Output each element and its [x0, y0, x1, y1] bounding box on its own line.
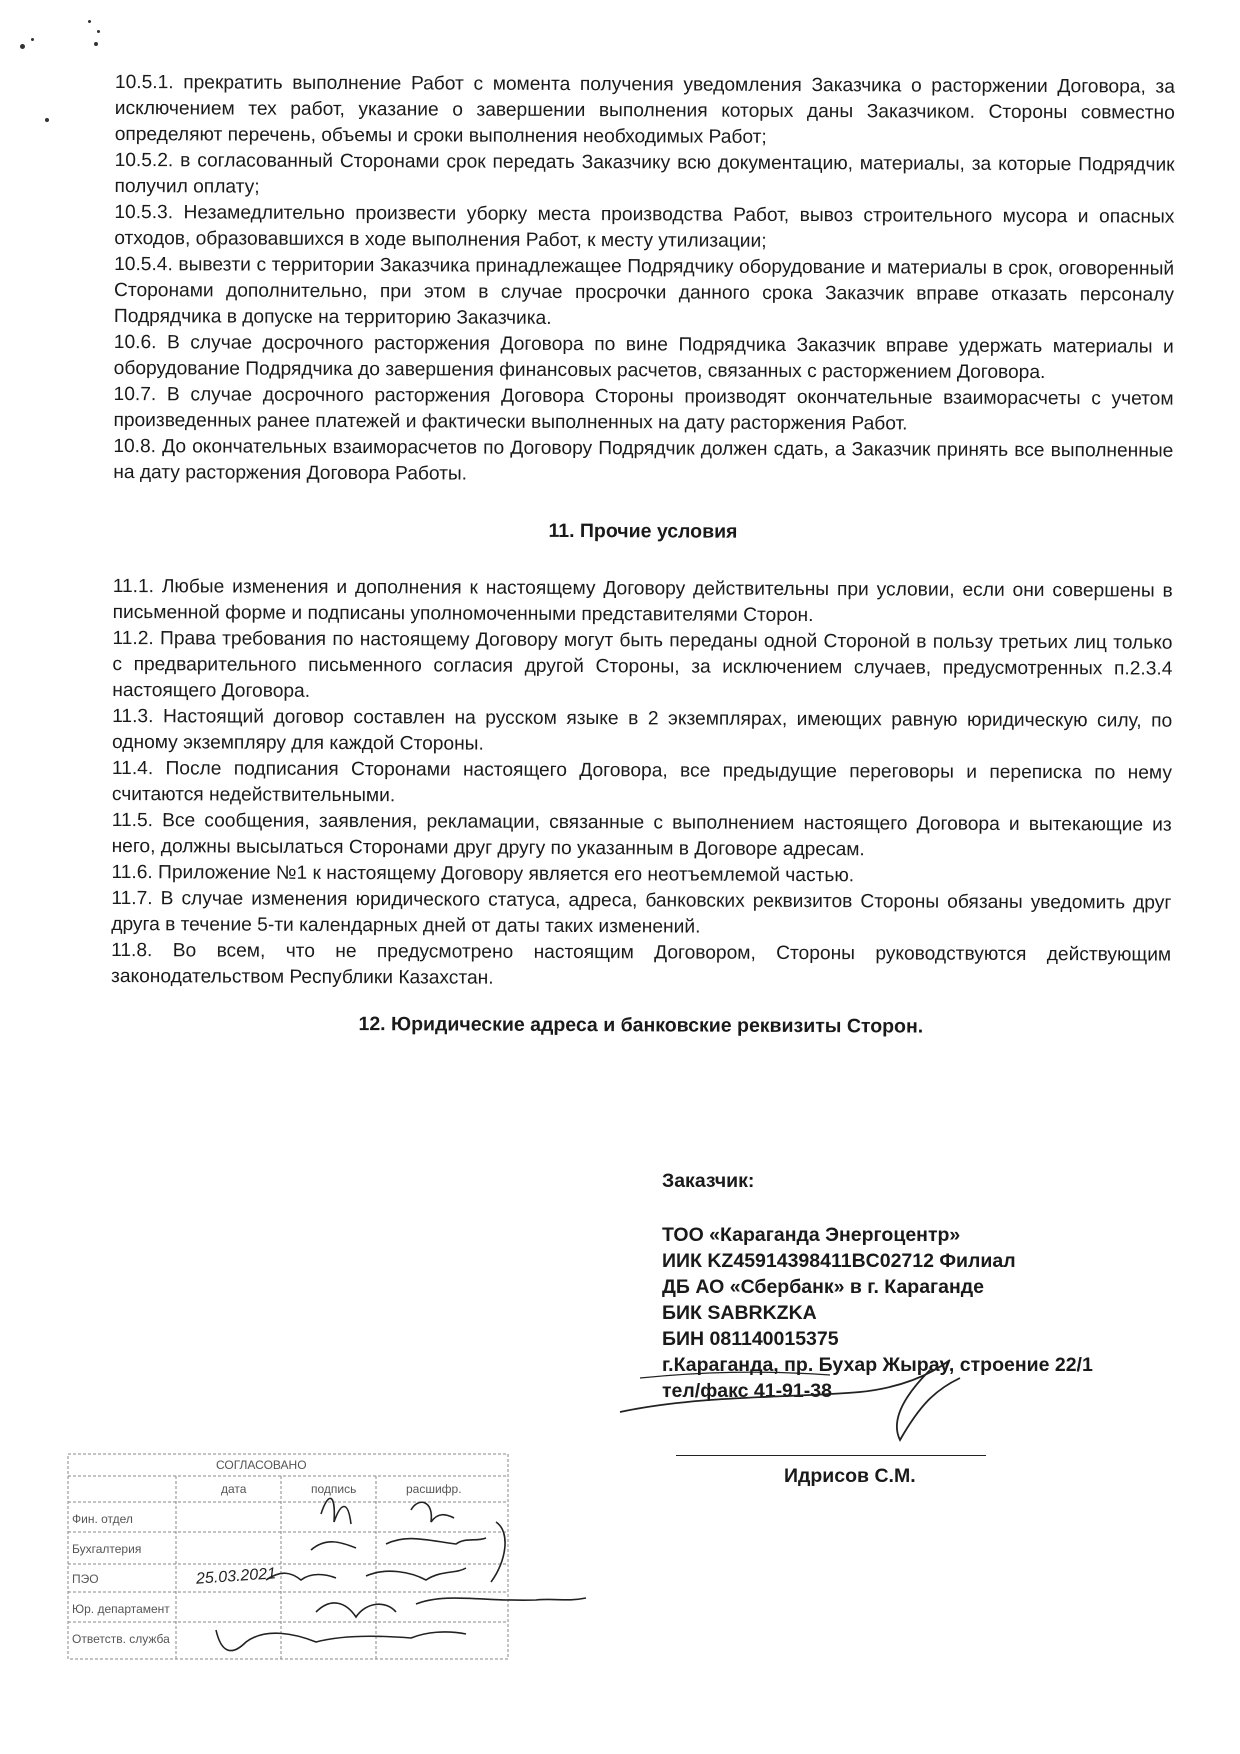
customer-company: ТОО «Караганда Энергоцентр»: [662, 1224, 961, 1246]
clause-10-5-1: 10.5.1. прекратить выполнение Работ с момента получения уведомления Заказчика о расторжении Договора, за исключением тех работ, указание о завершении выполнения которых даны Заказчиком. Стороны совместно определяют перечень, объемы и сроки выполнения необходимых Работ;: [114, 71, 1175, 148]
signer-name: Идрисов С.М.: [784, 1465, 916, 1487]
customer-iik: ИИК KZ45914398411BC02712 Филиал: [662, 1250, 1016, 1272]
stamp-date: 25.03.2021: [195, 1565, 277, 1588]
customer-bin: БИН 081140015375: [662, 1328, 839, 1350]
stamp-title: СОГЛАСОВАНО: [216, 1458, 307, 1472]
clause-10-6: 10.6. В случае досрочного расторжения Договора по вине Подрядчика Заказчик вправе удержать материалы и оборудование Подрядчика до завершения финансовых расчетов, связанных с расторжением Договора.: [113, 331, 1174, 384]
clause-11-8: 11.8. Во всем, что не предусмотрено настоящим Договором, Стороны руководствуются действующим законодательством Республики Казахстан.: [110, 939, 1172, 989]
customer-label: Заказчик:: [662, 1170, 755, 1192]
clause-11-3: 11.3. Настоящий договор составлен на русском языке в 2 экземплярах, имеющих равную юридическую силу, по одному экземпляру для каждой Стороны.: [112, 705, 1173, 755]
stamp-row-peo: ПЭО: [72, 1572, 99, 1586]
stamp-row-legal: Юр. департамент: [72, 1602, 170, 1616]
clause-10-7: 10.7. В случае досрочного расторжения Договора Стороны производят окончательные взаиморасчеты с учетом произведенных ранее платежей и фактически выполненных на дату расторжения Работ.: [113, 383, 1174, 435]
customer-address: г.Караганда, пр. Бухар Жырау, строение 22/1: [662, 1354, 1093, 1376]
section-12-title: 12. Юридические адреса и банковские реквизиты Сторон.: [358, 1013, 924, 1038]
customer-bank: ДБ АО «Сбербанк» в г. Караганде: [662, 1276, 985, 1298]
clause-11-5: 11.5. Все сообщения, заявления, рекламации, связанные с выполнением настоящего Договора и вытекающие из него, должны высылаться Сторонами друг другу по указанным в Договоре адресам.: [111, 809, 1172, 861]
customer-phone: тел/факс 41-91-38: [662, 1380, 832, 1402]
stamp-row-responsible: Ответств. служба: [72, 1632, 170, 1646]
stamp-col-name: расшифр.: [406, 1482, 462, 1496]
clause-11-1: 11.1. Любые изменения и дополнения к настоящему Договору действительны при условии, если они совершены в письменной форме и подписаны уполномоченными представителями Сторон.: [112, 575, 1173, 627]
clause-10-5-4: 10.5.4. вывезти с территории Заказчика принадлежащее Подрядчику оборудование и материалы в срок, оговоренный Сторонами дополнительно, при этом в случае просрочки данного срока Заказчик вправе отказать персоналу Подрядчика в допуске на территорию Заказчика.: [113, 253, 1175, 329]
clause-10-8: 10.8. До окончательных взаиморасчетов по Договору Подрядчик должен сдать, а Заказчик принять все выполненные на дату расторжения Договора Работы.: [113, 435, 1174, 485]
stamp-handwriting: [66, 1452, 626, 1664]
clause-11-7: 11.7. В случае изменения юридического статуса, адреса, банковских реквизитов Стороны обязаны уведомить друг друга в течение 5-ти календарных дней от даты таких изменений.: [111, 887, 1172, 938]
section-11-title: 11. Прочие условия: [548, 519, 738, 543]
customer-bik: БИК SABRKZKA: [662, 1302, 817, 1324]
signature-line: [676, 1455, 986, 1456]
stamp-col-date: дата: [221, 1482, 247, 1496]
stamp-row-accounting: Бухгалтерия: [72, 1542, 142, 1556]
clause-11-2: 11.2. Права требования по настоящему Договору могут быть переданы одной Стороной в пользу третьих лиц только с предварительного письменного согласия другой Стороны, за исключением случаев, предусмотренных п.2.3.4 настоящего Договора.: [112, 627, 1173, 702]
stamp-row-finance: Фин. отдел: [72, 1512, 133, 1526]
clause-10-5-2: 10.5.2. в согласованный Сторонами срок передать Заказчику всю документацию, материалы, за которые Подрядчик получил оплату;: [114, 149, 1175, 198]
approval-stamp: [66, 1452, 516, 1664]
clause-11-4: 11.4. После подписания Сторонами настоящего Договора, все предыдущие переговоры и переписка по нему считаются недействительными.: [111, 757, 1172, 807]
clause-11-6: 11.6. Приложение №1 к настоящему Договору является его неотъемлемой частью.: [111, 861, 855, 887]
stamp-col-sign: подпись: [311, 1482, 357, 1496]
clause-10-5-3: 10.5.3. Незамедлительно произвести уборку места производства Работ, вывоз строительного мусора и опасных отходов, образовавшихся в ходе выполнения Работ, к месту утилизации;: [114, 201, 1175, 252]
